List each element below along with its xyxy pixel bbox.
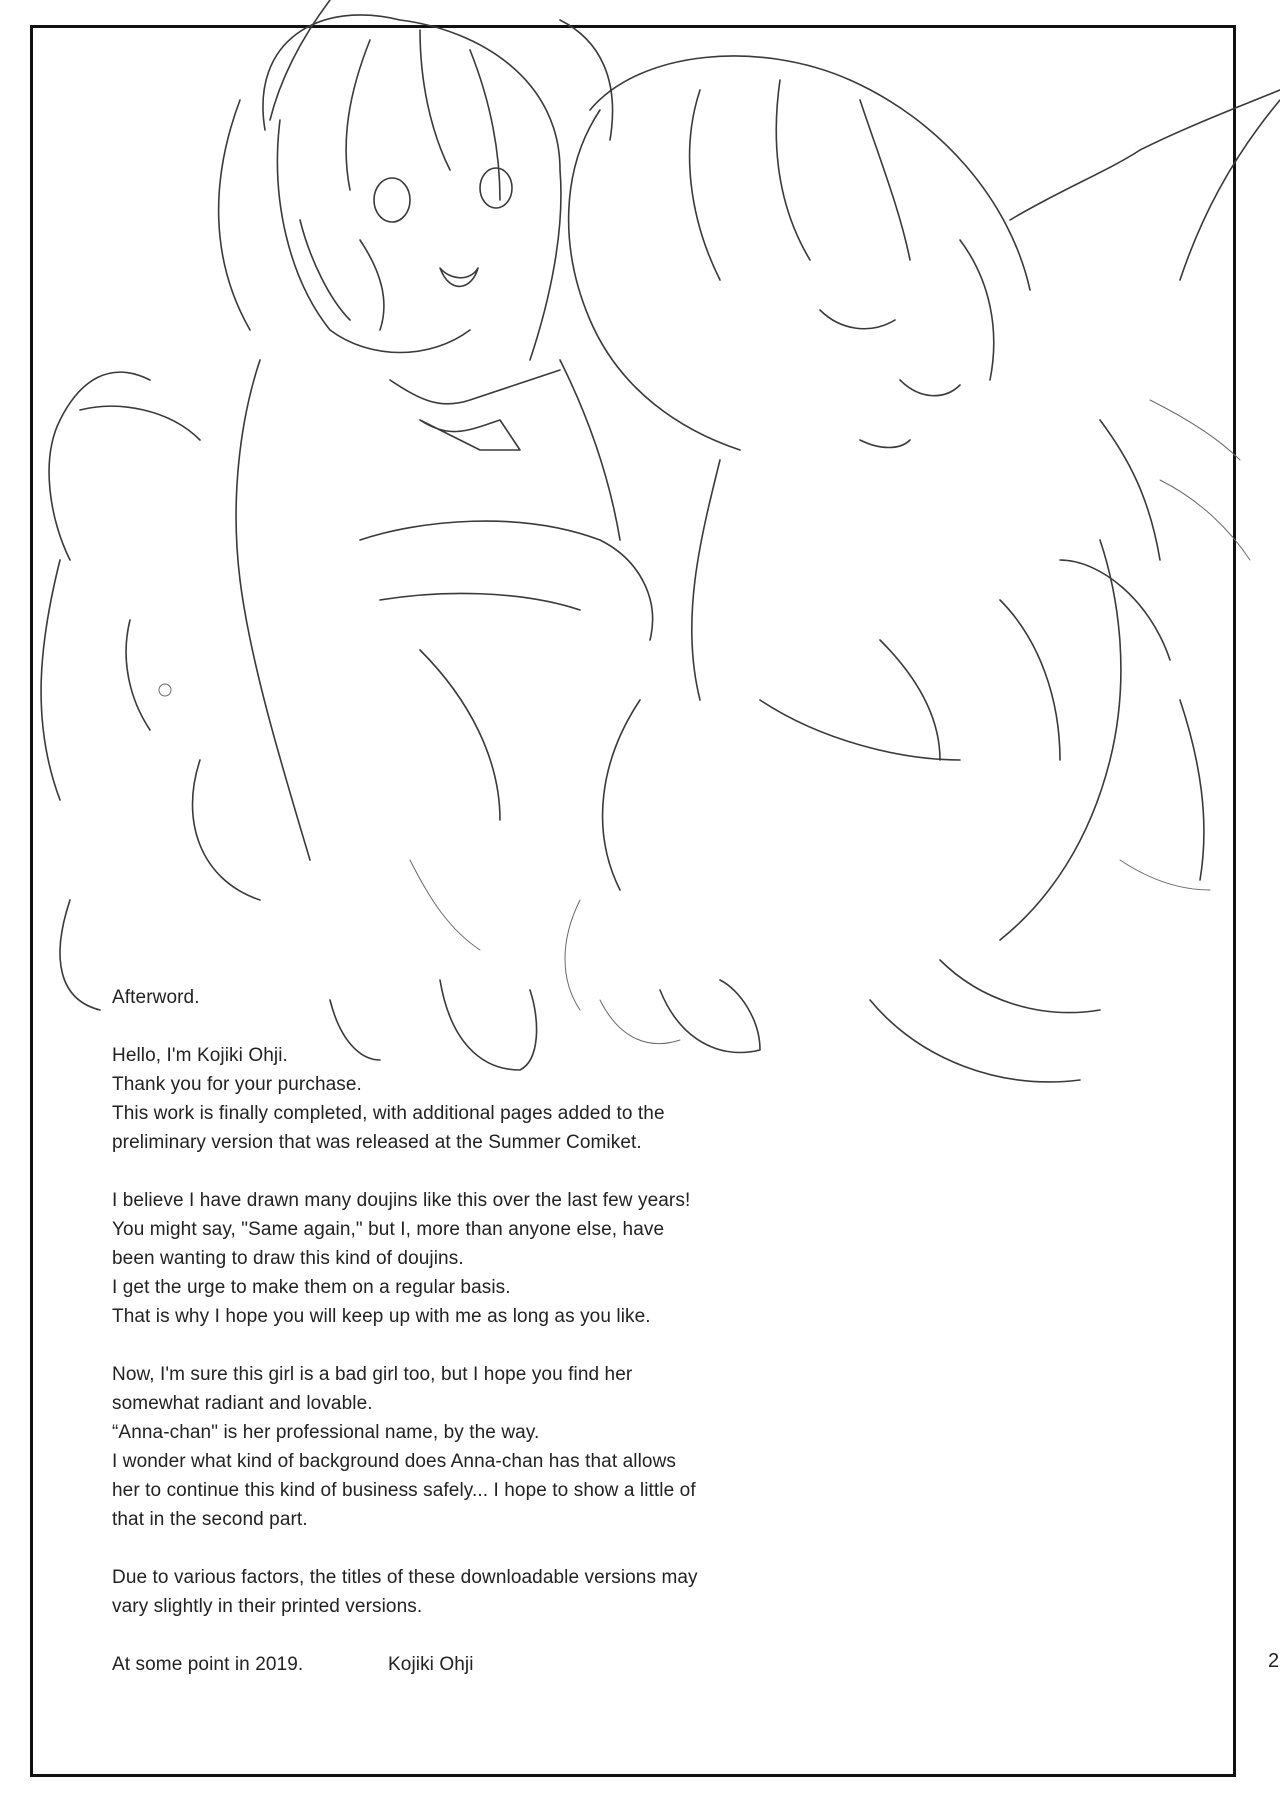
text-line: That is why I hope you will keep up with me as long as you like.: [112, 1306, 651, 1327]
text-line: somewhat radiant and lovable.: [112, 1393, 373, 1414]
text-line: that in the second part.: [112, 1509, 308, 1530]
text-line: her to continue this kind of business safely... I hope to show a little of: [112, 1480, 696, 1501]
text-line: Thank you for your purchase.: [112, 1074, 362, 1095]
text-line: vary slightly in their printed versions.: [112, 1596, 423, 1617]
text-line: I believe I have drawn many doujins like this over the last few years!: [112, 1190, 691, 1211]
text-line: I get the urge to make them on a regular basis.: [112, 1277, 511, 1298]
text-line: This work is finally completed, with additional pages added to the: [112, 1103, 665, 1124]
signoff: [112, 1650, 872, 1679]
afterword-text: [112, 983, 872, 1679]
text-line: I wonder what kind of background does Anna-chan has that allows: [112, 1451, 676, 1472]
signoff-date: At some point in 2019.: [112, 1654, 304, 1675]
paragraph-anna-chan: [112, 1360, 872, 1534]
paragraph-greeting: [112, 1041, 872, 1157]
text-line: You might say, "Same again," but I, more than anyone else, have: [112, 1219, 665, 1240]
signoff-author: Kojiki Ohji: [388, 1654, 474, 1675]
page-number: 2: [1268, 1650, 1280, 1672]
paragraph-versions: [112, 1563, 872, 1621]
text-line: preliminary version that was released at the Summer Comiket.: [112, 1132, 642, 1153]
text-line: Due to various factors, the titles of these downloadable versions may: [112, 1567, 698, 1588]
text-line: Hello, I'm Kojiki Ohji.: [112, 1045, 288, 1066]
text-line: Now, I'm sure this girl is a bad girl too, but I hope you find her: [112, 1364, 633, 1385]
text-line: been wanting to draw this kind of doujins.: [112, 1248, 464, 1269]
paragraph-doujins: [112, 1186, 872, 1331]
afterword-heading: Afterword.: [112, 987, 200, 1008]
text-line: “Anna-chan" is her professional name, by the way.: [112, 1422, 540, 1443]
